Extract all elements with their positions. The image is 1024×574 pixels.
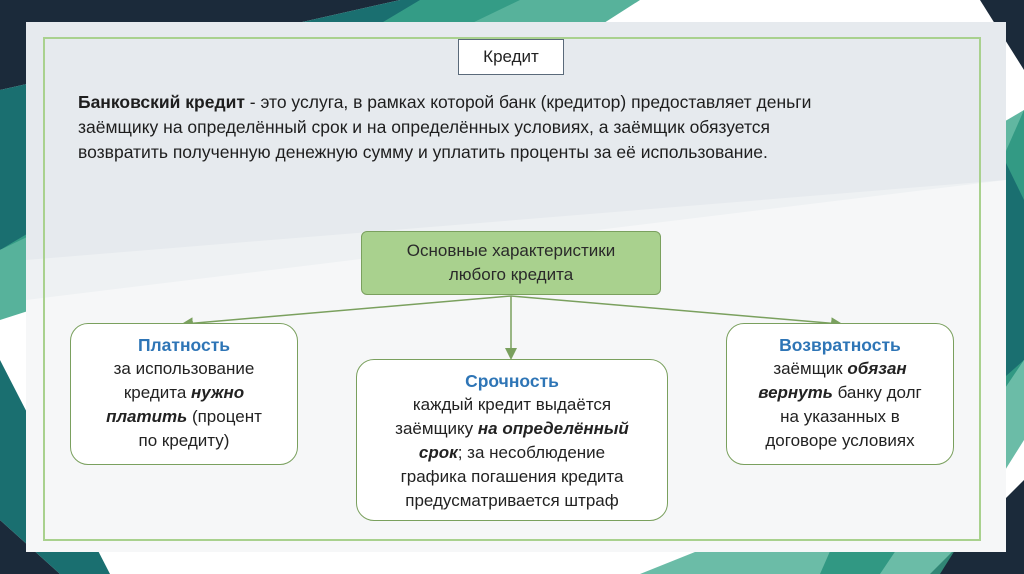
card-term-line-1: каждый кредит выдаётся: [412, 395, 612, 414]
card-payment: [70, 323, 298, 465]
card-repayment-line-2: банку долг: [832, 383, 922, 402]
card-term-line-2: заёмщику: [395, 419, 478, 438]
card-repayment-line-4: договоре условиях: [765, 431, 915, 450]
card-payment-line-1: за использование: [113, 359, 255, 378]
card-payment-line-3: (процент: [187, 407, 262, 426]
card-term-line-2-emph: на определённый: [477, 419, 629, 438]
card-repayment-line-1: заёмщик: [773, 359, 848, 378]
card-payment-line-2: кредита: [123, 383, 192, 402]
credit-definition: [78, 90, 938, 165]
card-term: [356, 359, 668, 521]
card-term-line-4: графика погашения кредита: [400, 467, 624, 486]
definition-text-2: заёмщику на определённый срок и на определённых условиях, а заёмщик обязуется: [78, 117, 771, 137]
card-repayment-line-1-emph: обязан: [847, 359, 907, 378]
card-repayment: [726, 323, 954, 465]
main-characteristics-box: [361, 231, 661, 295]
card-repayment-line-3: на указанных в: [780, 407, 900, 426]
card-term-line-3-emph: срок: [418, 443, 458, 462]
card-repayment-heading: Возвратность: [779, 335, 901, 355]
center-line-2: любого кредита: [448, 265, 574, 284]
definition-term: Банковский кредит: [78, 92, 245, 112]
card-term-line-5: предусматривается штраф: [405, 491, 619, 510]
card-payment-line-4: по кредиту): [138, 431, 230, 450]
card-payment-heading: Платность: [137, 335, 231, 355]
card-payment-line-2-emph: нужно: [191, 383, 245, 402]
definition-text-3: возвратить полученную денежную сумму и уплатить проценты за её использование.: [78, 142, 768, 162]
card-term-line-3: ; за несоблюдение: [457, 443, 606, 462]
center-line-1: Основные характеристики: [406, 241, 616, 260]
card-repayment-line-2-emph: вернуть: [758, 383, 833, 402]
card-payment-line-3-emph: платить: [106, 407, 188, 426]
slide-title: Кредит: [458, 39, 564, 75]
card-term-heading: Срочность: [465, 371, 559, 391]
definition-text-1: - это услуга, в рамках которой банк (кредитор) предоставляет деньги: [244, 92, 812, 112]
